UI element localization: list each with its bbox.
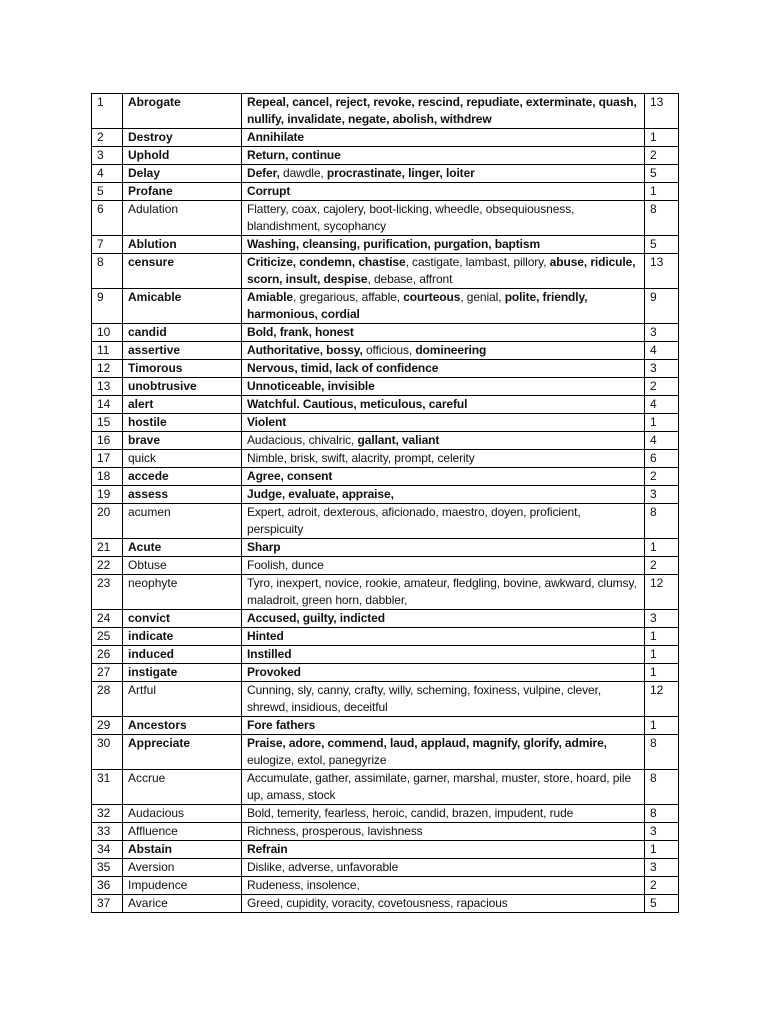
synonyms-cell (242, 895, 645, 913)
synonym-count: 2 (645, 378, 679, 396)
vocabulary-word: Abrogate (123, 94, 242, 129)
table-row (92, 770, 679, 805)
row-number: 1 (92, 94, 123, 129)
synonym-text: polite, friendly, harmonious, cordial (247, 290, 588, 321)
row-number: 5 (92, 183, 123, 201)
vocabulary-word: Appreciate (123, 735, 242, 770)
synonym-text: Defer, (247, 166, 283, 180)
synonym-text: Unnoticeable, invisible (247, 379, 375, 393)
vocabulary-table (91, 93, 679, 913)
synonyms-cell (242, 147, 645, 165)
row-number: 22 (92, 557, 123, 575)
table-row (92, 735, 679, 770)
vocabulary-word: accede (123, 468, 242, 486)
synonym-text: Bold, frank, honest (247, 325, 354, 339)
vocabulary-word: induced (123, 646, 242, 664)
vocabulary-word: indicate (123, 628, 242, 646)
synonyms-cell (242, 628, 645, 646)
table-row (92, 557, 679, 575)
synonyms-cell (242, 342, 645, 360)
synonym-text: Sharp (247, 540, 281, 554)
row-number: 25 (92, 628, 123, 646)
vocabulary-word: Avarice (123, 895, 242, 913)
row-number: 14 (92, 396, 123, 414)
vocabulary-word: brave (123, 432, 242, 450)
vocabulary-word: instigate (123, 664, 242, 682)
vocabulary-word: Ancestors (123, 717, 242, 735)
table-row (92, 468, 679, 486)
table-row (92, 236, 679, 254)
synonyms-cell (242, 236, 645, 254)
synonyms-cell (242, 450, 645, 468)
vocabulary-word: Adulation (123, 201, 242, 236)
row-number: 30 (92, 735, 123, 770)
synonym-text: eulogize, extol, panegyrize (247, 753, 387, 767)
table-row (92, 859, 679, 877)
synonym-count: 6 (645, 450, 679, 468)
synonyms-cell (242, 575, 645, 610)
synonym-count: 1 (645, 717, 679, 735)
vocabulary-word: Uphold (123, 147, 242, 165)
synonym-count: 2 (645, 557, 679, 575)
synonyms-cell (242, 682, 645, 717)
synonyms-cell (242, 735, 645, 770)
synonym-text: Rudeness, insolence, (247, 878, 360, 892)
row-number: 9 (92, 289, 123, 324)
synonyms-cell (242, 646, 645, 664)
synonym-text: Violent (247, 415, 287, 429)
vocabulary-word: quick (123, 450, 242, 468)
table-row (92, 504, 679, 539)
table-row (92, 94, 679, 129)
synonym-text: Nimble, brisk, swift, alacrity, prompt, celerity (247, 451, 475, 465)
vocabulary-word: alert (123, 396, 242, 414)
table-row (92, 895, 679, 913)
synonym-count: 1 (645, 539, 679, 557)
synonym-text: Washing, cleansing, purification, purgation, baptism (247, 237, 541, 251)
synonyms-cell (242, 254, 645, 289)
synonyms-cell (242, 557, 645, 575)
synonyms-cell (242, 360, 645, 378)
synonyms-cell (242, 468, 645, 486)
vocabulary-word: assertive (123, 342, 242, 360)
synonym-text: Judge, evaluate, appraise, (247, 487, 394, 501)
synonym-text: Accumulate, gather, assimilate, garner, marshal, muster, store, hoard, pile up, amass, stock (247, 771, 632, 802)
synonym-text: Agree, consent (247, 469, 333, 483)
synonym-text: Expert, adroit, dexterous, aficionado, maestro, doyen, proficient, perspicuity (247, 505, 581, 536)
synonyms-cell (242, 841, 645, 859)
synonym-count: 1 (645, 664, 679, 682)
synonyms-cell (242, 432, 645, 450)
row-number: 35 (92, 859, 123, 877)
vocabulary-word: assess (123, 486, 242, 504)
synonym-text: Bold, temerity, fearless, heroic, candid, brazen, impudent, rude (247, 806, 574, 820)
table-row (92, 360, 679, 378)
synonym-text: Foolish, dunce (247, 558, 324, 572)
synonyms-cell (242, 129, 645, 147)
vocabulary-word: Ablution (123, 236, 242, 254)
table-row (92, 450, 679, 468)
table-row (92, 324, 679, 342)
synonym-text: Greed, cupidity, voracity, covetousness, rapacious (247, 896, 508, 910)
table-row (92, 610, 679, 628)
synonym-count: 1 (645, 646, 679, 664)
table-row (92, 183, 679, 201)
synonym-count: 3 (645, 823, 679, 841)
synonyms-cell (242, 94, 645, 129)
synonym-text: Annihilate (247, 130, 305, 144)
vocabulary-word: Delay (123, 165, 242, 183)
synonym-text: Fore fathers (247, 718, 316, 732)
synonyms-cell (242, 717, 645, 735)
synonym-count: 3 (645, 360, 679, 378)
table-row (92, 147, 679, 165)
table-row (92, 717, 679, 735)
vocabulary-word: neophyte (123, 575, 242, 610)
vocabulary-word: convict (123, 610, 242, 628)
row-number: 37 (92, 895, 123, 913)
vocabulary-word: Audacious (123, 805, 242, 823)
synonyms-cell (242, 770, 645, 805)
synonyms-cell (242, 610, 645, 628)
vocabulary-word: Amicable (123, 289, 242, 324)
table-row (92, 628, 679, 646)
table-row (92, 254, 679, 289)
synonyms-cell (242, 324, 645, 342)
synonym-count: 3 (645, 486, 679, 504)
synonym-text: Flattery, coax, cajolery, boot-licking, wheedle, obsequiousness, blandishment, sycophancy (247, 202, 575, 233)
synonym-text: Dislike, adverse, unfavorable (247, 860, 399, 874)
synonym-count: 3 (645, 610, 679, 628)
vocabulary-word: hostile (123, 414, 242, 432)
synonym-text: Audacious, chivalric, (247, 433, 358, 447)
row-number: 17 (92, 450, 123, 468)
vocabulary-word: Acute (123, 539, 242, 557)
row-number: 34 (92, 841, 123, 859)
synonyms-cell (242, 823, 645, 841)
synonyms-cell (242, 201, 645, 236)
vocabulary-word: Affluence (123, 823, 242, 841)
synonym-count: 1 (645, 414, 679, 432)
row-number: 10 (92, 324, 123, 342)
synonym-text: courteous (403, 290, 461, 304)
synonym-text: Authoritative, bossy, (247, 343, 366, 357)
synonym-text: Praise, adore, commend, laud, applaud, magnify, glorify, admire, (247, 736, 607, 750)
table-row (92, 841, 679, 859)
synonym-count: 1 (645, 841, 679, 859)
synonym-count: 13 (645, 254, 679, 289)
synonym-text: Criticize, condemn, chastise (247, 255, 406, 269)
row-number: 3 (92, 147, 123, 165)
synonym-text: abuse, ridicule, scorn, insult, despise (247, 255, 636, 286)
row-number: 7 (92, 236, 123, 254)
synonym-count: 2 (645, 147, 679, 165)
synonyms-cell (242, 877, 645, 895)
synonyms-cell (242, 805, 645, 823)
synonyms-cell (242, 183, 645, 201)
synonyms-cell (242, 378, 645, 396)
table-row (92, 342, 679, 360)
row-number: 23 (92, 575, 123, 610)
synonym-text: Amiable (247, 290, 293, 304)
synonyms-cell (242, 504, 645, 539)
vocabulary-word: Destroy (123, 129, 242, 147)
row-number: 36 (92, 877, 123, 895)
synonym-text: Return, continue (247, 148, 341, 162)
synonym-count: 3 (645, 324, 679, 342)
synonym-count: 8 (645, 770, 679, 805)
synonym-count: 3 (645, 859, 679, 877)
synonym-count: 9 (645, 289, 679, 324)
table-row (92, 129, 679, 147)
table-row (92, 575, 679, 610)
synonym-text: Refrain (247, 842, 288, 856)
table-row (92, 805, 679, 823)
row-number: 26 (92, 646, 123, 664)
synonym-text: Repeal, cancel, reject, revoke, rescind, repudiate, exterminate, quash, nullify, invalidate, negate, abolish, withdrew (247, 95, 637, 126)
synonym-count: 8 (645, 201, 679, 236)
synonym-count: 2 (645, 877, 679, 895)
synonym-text: domineering (415, 343, 487, 357)
synonym-count: 4 (645, 396, 679, 414)
row-number: 13 (92, 378, 123, 396)
row-number: 15 (92, 414, 123, 432)
row-number: 18 (92, 468, 123, 486)
synonym-text: Provoked (247, 665, 301, 679)
vocabulary-word: Artful (123, 682, 242, 717)
synonym-count: 1 (645, 183, 679, 201)
vocabulary-table-body (92, 94, 679, 913)
vocabulary-word: censure (123, 254, 242, 289)
synonym-count: 8 (645, 504, 679, 539)
table-row (92, 289, 679, 324)
row-number: 2 (92, 129, 123, 147)
synonym-text: Corrupt (247, 184, 291, 198)
synonyms-cell (242, 165, 645, 183)
table-row (92, 396, 679, 414)
synonym-text: Instilled (247, 647, 292, 661)
row-number: 33 (92, 823, 123, 841)
synonyms-cell (242, 859, 645, 877)
synonym-text: procrastinate, linger, loiter (326, 166, 475, 180)
synonym-count: 5 (645, 895, 679, 913)
vocabulary-word: Impudence (123, 877, 242, 895)
synonym-count: 4 (645, 432, 679, 450)
synonyms-cell (242, 289, 645, 324)
vocabulary-word: unobtrusive (123, 378, 242, 396)
synonyms-cell (242, 486, 645, 504)
vocabulary-word: acumen (123, 504, 242, 539)
row-number: 11 (92, 342, 123, 360)
synonym-count: 4 (645, 342, 679, 360)
vocabulary-word: Aversion (123, 859, 242, 877)
synonym-text: officious, (365, 343, 416, 357)
table-row (92, 539, 679, 557)
table-row (92, 877, 679, 895)
synonym-text: Hinted (247, 629, 284, 643)
table-row (92, 682, 679, 717)
synonym-text: Cunning, sly, canny, crafty, willy, scheming, foxiness, vulpine, clever, shrewd, insidious, deceitful (247, 683, 602, 714)
row-number: 16 (92, 432, 123, 450)
vocabulary-word: Accrue (123, 770, 242, 805)
synonym-count: 5 (645, 236, 679, 254)
synonym-text: dawdle, (283, 166, 327, 180)
row-number: 12 (92, 360, 123, 378)
synonym-text: Accused, guilty, indicted (247, 611, 385, 625)
synonyms-cell (242, 539, 645, 557)
table-row (92, 823, 679, 841)
synonym-text: gallant, valiant (357, 433, 440, 447)
synonyms-cell (242, 396, 645, 414)
row-number: 19 (92, 486, 123, 504)
table-row (92, 486, 679, 504)
synonym-text: , genial, (460, 290, 505, 304)
synonym-count: 1 (645, 628, 679, 646)
vocabulary-word: Abstain (123, 841, 242, 859)
vocabulary-word: candid (123, 324, 242, 342)
vocabulary-word: Obtuse (123, 557, 242, 575)
row-number: 32 (92, 805, 123, 823)
row-number: 29 (92, 717, 123, 735)
table-row (92, 646, 679, 664)
table-row (92, 201, 679, 236)
row-number: 27 (92, 664, 123, 682)
row-number: 31 (92, 770, 123, 805)
table-row (92, 664, 679, 682)
synonym-text: Tyro, inexpert, novice, rookie, amateur, fledgling, bovine, awkward, clumsy, maladroit, green horn, dabbler, (247, 576, 637, 607)
synonym-text: Richness, prosperous, lavishness (247, 824, 423, 838)
synonym-count: 5 (645, 165, 679, 183)
row-number: 8 (92, 254, 123, 289)
synonym-count: 8 (645, 805, 679, 823)
vocabulary-word: Timorous (123, 360, 242, 378)
synonym-text: Nervous, timid, lack of confidence (247, 361, 439, 375)
row-number: 28 (92, 682, 123, 717)
synonym-text: , castigate, lambast, pillory, (405, 255, 550, 269)
vocabulary-word: Profane (123, 183, 242, 201)
table-row (92, 378, 679, 396)
synonyms-cell (242, 664, 645, 682)
table-row (92, 165, 679, 183)
synonyms-cell (242, 414, 645, 432)
table-row (92, 414, 679, 432)
row-number: 24 (92, 610, 123, 628)
row-number: 21 (92, 539, 123, 557)
row-number: 4 (92, 165, 123, 183)
row-number: 20 (92, 504, 123, 539)
row-number: 6 (92, 201, 123, 236)
synonym-text: , debase, affront (367, 272, 453, 286)
synonym-count: 2 (645, 468, 679, 486)
synonym-count: 12 (645, 575, 679, 610)
synonym-count: 1 (645, 129, 679, 147)
synonym-text: Watchful. Cautious, meticulous, careful (247, 397, 468, 411)
synonym-count: 12 (645, 682, 679, 717)
synonym-count: 13 (645, 94, 679, 129)
table-row (92, 432, 679, 450)
synonym-text: , gregarious, affable, (292, 290, 404, 304)
synonym-count: 8 (645, 735, 679, 770)
